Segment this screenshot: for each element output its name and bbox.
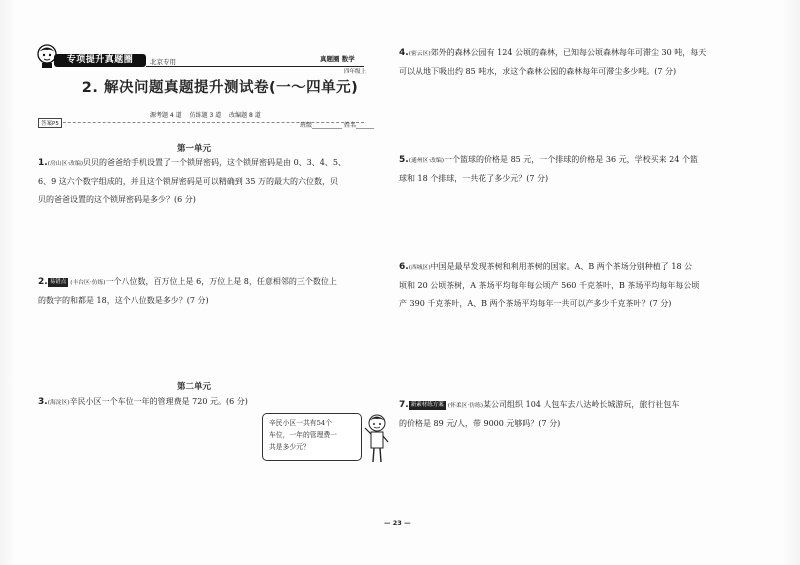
count-source: 源考题 4 道 (150, 112, 182, 119)
class-label: 班级 (300, 122, 313, 129)
class-field: 班级__________ (300, 122, 343, 129)
unit-heading-2: 第二单元 (177, 382, 212, 392)
question-region: (通州区·改编) (408, 158, 445, 164)
count-adapted: 改编题 8 道 (229, 112, 261, 119)
question-line: 顷和 20 公顷茶树，A 茶场平均每年每公顷产 560 千克茶叶，B 茶场平均每年每公顷 (399, 281, 700, 290)
question-number: 3. (38, 397, 48, 407)
question-line: 一个篮球的价格是 85 元，一个排球的价格是 36 元，学校买来 24 个篮 (444, 155, 698, 164)
series-label: 真题圈 数学 (320, 55, 355, 63)
question-tag: 易错点 (49, 279, 67, 285)
page-number: — 23 — (384, 519, 411, 527)
name-field: 姓名______ (344, 122, 375, 129)
banner-label: 专项提升真题圈 (54, 54, 146, 67)
question-number: 7. (399, 400, 409, 410)
question-region: (密云区) (408, 51, 431, 57)
question-line: 球和 18 个排球，一共花了多少元？(7 分) (399, 174, 549, 183)
question-line: 的价格是 89 元/人，带 9000 元够吗？(7 分) (399, 419, 561, 428)
bubble-line: 车位，一年的管理费一 (269, 431, 337, 439)
question-number: 2. (38, 277, 48, 287)
unit-heading-1: 第一单元 (177, 144, 212, 154)
question-tag: 新素材练方案 (410, 402, 444, 408)
question-number: 1. (38, 158, 48, 168)
grade-label: 四年级上 (344, 69, 367, 75)
question-4 (399, 44, 774, 81)
question-line: 6、9 这六个数字组成的，并且这个锁屏密码是可以精确到 35 万的最大的六位数，贝 (38, 177, 338, 186)
question-line: 辛民小区一个车位一年的管理费是 720 元。(6 分) (69, 397, 248, 406)
question-region: (怀柔区·仿练) (447, 403, 484, 409)
question-1 (38, 154, 368, 209)
question-6 (399, 258, 774, 313)
question-region: (海淀区) (47, 400, 70, 406)
boy-illustration-icon (364, 412, 390, 464)
question-number: 4. (399, 48, 409, 58)
question-line: 郊外的森林公园有 124 公顷的森林，已知每公顷森林每年可滞尘 30 吨，每天 (430, 48, 707, 57)
header-rule (146, 66, 364, 67)
question-counts (150, 110, 267, 119)
answer-page-tag: 答案P5 (38, 118, 62, 128)
question-line: 贝贝的爸爸给手机设置了一个锁屏密码，这个锁屏密码是由 0、3、4、5、 (83, 158, 346, 167)
bubble-line: 共是多少元？ (269, 443, 310, 451)
question-number: 6. (399, 262, 409, 272)
speech-bubble (262, 413, 362, 461)
question-region: (西城区) (408, 265, 431, 271)
question-number: 5. (399, 155, 409, 165)
question-line: 中国是最早发现茶树和利用茶树的国家。A、B 两个茶场分别种植了 18 公 (430, 262, 693, 271)
page-title: 2. 解决问题真题提升测试卷(一～四单元) (81, 80, 359, 96)
question-line: 产 390 千克茶叶，A、B 两个茶场平均每年一共可以产多少千克茶叶？(7 分) (399, 299, 672, 308)
question-region: (丰台区·仿练) (70, 280, 106, 286)
bubble-line: 辛民小区一共有54个 (269, 419, 333, 427)
name-label: 姓名 (344, 122, 357, 129)
question-3 (38, 393, 368, 412)
edition-label: 北京专用 (150, 58, 176, 66)
question-2 (38, 273, 368, 310)
question-region: (房山区·改编) (47, 161, 84, 167)
question-line: 一个八位数，百万位上是 6，万位上是 8，任意相邻的三个数位上 (105, 277, 337, 286)
question-line: 的数字的和都是 18，这个八位数是多少？(7 分) (38, 296, 209, 305)
question-line: 某公司组织 104 人包车去八达岭长城游玩，旅行社包车 (483, 400, 680, 409)
question-line: 可以从地下吸出约 85 吨水，求这个森林公园的森林每年可滞尘多少吨。(7 分) (399, 67, 677, 76)
question-7 (399, 396, 774, 433)
question-line: 贝的爸爸设置的这个锁屏密码是多少？(6 分) (38, 195, 196, 204)
count-practice: 仿练题 3 道 (189, 112, 222, 119)
question-5 (399, 151, 774, 188)
